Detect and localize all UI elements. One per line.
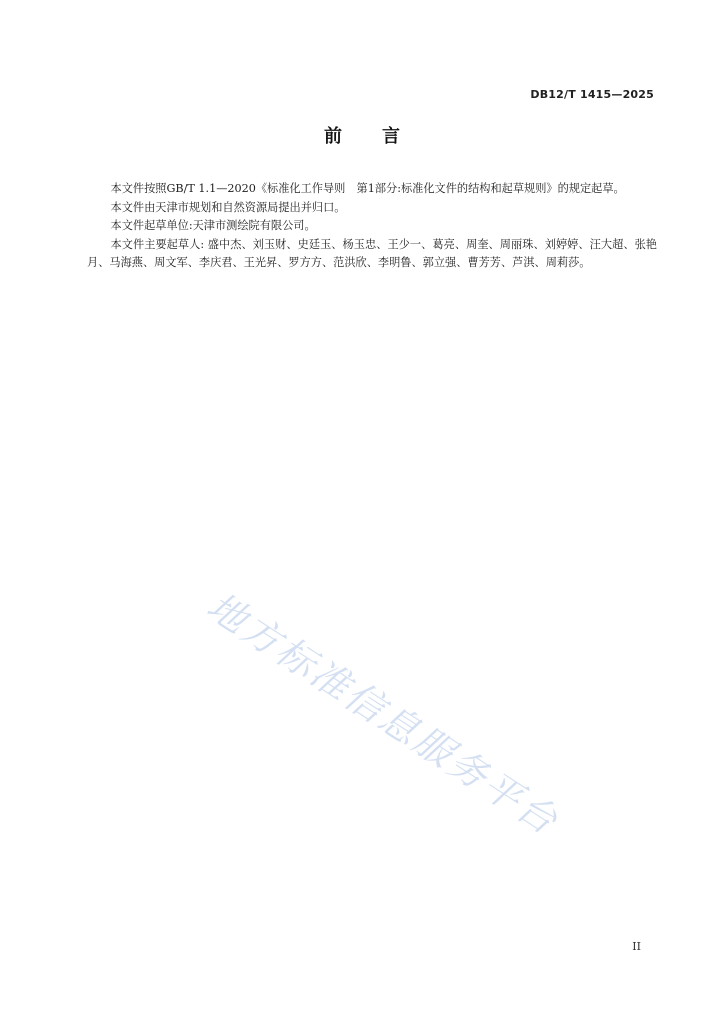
document-code: DB12/T 1415—2025 (530, 88, 654, 101)
watermark: 地方标准信息服务平台 (199, 583, 568, 845)
title-char-2: 言 (382, 126, 400, 147)
paragraph-drafting-rules: 本文件按照GB/T 1.1—2020《标准化工作导则 第1部分:标准化文件的结构和起草规则》的规定起草。 (110, 182, 625, 195)
paragraph-drafting-unit: 本文件起草单位:天津市测绘院有限公司。 (110, 219, 316, 232)
page-number: II (632, 940, 641, 953)
title-char-1: 前 (324, 126, 342, 147)
paragraph-drafters: 本文件主要起草人: 盛中杰、刘玉财、史廷玉、杨玉忠、王少一、葛亮、周奎、周丽珠、刘婷婷、汪大超、张艳月、马海燕、周文军、李庆君、王光昇、罗方方、范洪欣、李明鲁、郭立强、曹芳芳、芦淇、周莉莎。 (87, 237, 657, 269)
paragraph-proposer: 本文件由天津市规划和自然资源局提出并归口。 (110, 200, 346, 214)
foreword-body (87, 180, 657, 273)
page-title (0, 122, 724, 148)
